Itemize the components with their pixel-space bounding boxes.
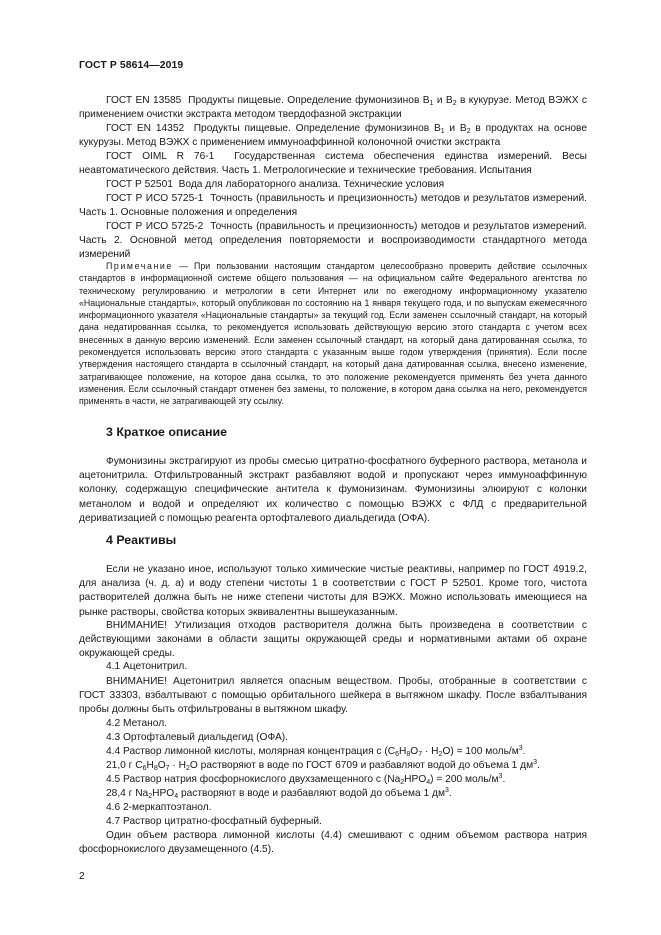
reference-gost-iso-5725-2: ГОСТ Р ИСО 5725-2 Точность (правильность и прецизионность) методов и результатов измерений. Часть 2. Основной метод определения повторяемости и воспроизводимости стандартного метода измерений: [79, 221, 588, 261]
item-4-2: 4.2 Метанол.: [106, 718, 167, 729]
page-number: 2: [79, 871, 85, 882]
item-4-7: 4.7 Раствор цитратно-фосфатный буферный.: [106, 816, 322, 827]
reference-gost-en-14352: ГОСТ EN 14352 Продукты пищевые. Определение фумонизинов $B_1$ и $B_2$ в продуктах на основе кукурузы. Метод ВЭЖХ с применением иммуноаффинной колоночной очистки экстракта: [79, 123, 587, 149]
reference-gost-r-52501: ГОСТ Р 52501 Вода для лабораторного анализа. Технические условия: [106, 179, 445, 190]
reference-gost-iso-5725-1: ГОСТ Р ИСО 5725-1 Точность (правильность и прецизионность) методов и результатов измерений. Часть 1. Основные положения и определения: [79, 193, 588, 219]
section-3-text: Фумонизины экстрагируют из пробы смесью цитратно-фосфатного буферного раствора, метанола и ацетонитрила. Отфильтрованный экстракт разбавляют водой и пропускают через иммуноаффинную колонку, содержащую специфические антитела к фумонизинам. Фумонизины элюируют с колонки метанолом и водой и определяют их количество с помощью ВЭЖХ с ФЛД с предварительной дериватизацией с помощью реагента ортофталевого диальдегида (ОФА).: [79, 456, 587, 524]
note-label: Примечание: [106, 261, 173, 271]
item-4-5: 4.5 Раствор натрия фосфорнокислого двухзамещенного с $(Na_2HPO_4) = 200$ моль/$м^3$.: [106, 773, 506, 786]
reference-note: Примечание — При пользовании настоящим стандартом целесообразно проверить действие ссылочных стандартов в информационной системе общего пользования — на официальном сайте Федерального агентства по техническому регулированию и метрологии в сети Интернет или по ежегодному информационному указателю «Национальные стандарты», который опубликован по состоянию на 1 января текущего года, и по выпускам ежемесячного информационного указателя «Национальные стандарты» за текущий год. Если заменен ссылочный стандарт, на который дана недатированная ссылка, то рекомендуется использовать действующую версию этого стандарта с учетом всех внесенных в данную версию изменений. Если заменен ссылочный стандарт, на который дана датированная ссылка, то рекомендуется использовать версию этого стандарта с указанным выше годом утверждения (принятия). Если после утверждения настоящего стандарта в ссылочный стандарт, на который дана датированная ссылка, внесено изменение, затрагивающее положение, на которое дана ссылка, то это положение рекомендуется применять без учета данного изменения. Если ссылочный стандарт отменен без замены, то положение, в котором дана ссылка на него, рекомендуется применять в части, не затрагивающей эту ссылку.: [79, 261, 587, 407]
warning-waste-disposal: ВНИМАНИЕ! Утилизация отходов растворителя должна быть произведена в соответствии с действующими законами в области защиты окружающей среды и нормативными актами об охране окружающей среды.: [79, 620, 587, 660]
item-4-7-description: Один объем раствора лимонной кислоты (4.4) смешивают с одним объемом раствора натрия фосфорнокислого двузамещенного (4.5).: [79, 830, 587, 856]
item-4-4-preparation: 21,0 г $C_6H_8O_7 \cdot H_2O$ растворяют в воде по ГОСТ 6709 и разбавляют водой до объема 1 $дм^3$.: [106, 759, 540, 772]
reference-gost-oiml-r76: ГОСТ OIML R 76-1 Государственная система обеспечения единства измерений. Весы неавтоматического действия. Часть 1. Метрологические и технические требования. Испытания: [79, 151, 587, 177]
warning-acetonitrile: ВНИМАНИЕ! Ацетонитрил является опасным веществом. Пробы, отобранные в соответствии с ГОСТ 33303, взбалтывают с помощью орбитального шейкера в вытяжном шкафу. После взбалтывания пробы должны быть отфильтрованы в вытяжном шкафу.: [79, 676, 587, 716]
document-header: ГОСТ Р 58614—2019: [79, 60, 184, 71]
section-4-heading: 4 Реактивы: [106, 533, 177, 547]
item-4-1: 4.1 Ацетонитрил.: [106, 661, 188, 672]
section-4-paragraph: Если не указано иное, используют только химические чистые реактивы, например по ГОСТ 4919.2, для анализа (ч. д. а) и воду степени чистоты 1 в соответствии с ГОСТ Р 52501. Кроме того, чистота растворителей должна быть не ниже степени чистоты для ВЭЖХ. Можно использовать имеющиеся на рынке растворы, свойства которых эквивалентны вышеуказанным.: [79, 564, 587, 618]
item-4-5-preparation: 28,4 г $Na_2HPO_4$ растворяют в воде и разбавляют водой до объема 1 $дм^3$.: [106, 787, 452, 800]
section-3-heading: 3 Краткое описание: [106, 425, 227, 439]
item-4-4: 4.4 Раствор лимонной кислоты, молярная концентрация с $(C_6H_8O_7 \cdot H_2O) = 100$ моль/$м^3$.: [106, 745, 526, 758]
reference-gost-en-13585: ГОСТ EN 13585 Продукты пищевые. Определение фумонизинов $B_1$ и $B_2$ в кукурузе. Метод ВЭЖХ с применением очистки экстракта методом твердофазной экстракции: [79, 95, 587, 121]
item-4-6: 4.6 2-меркаптоэтанол.: [106, 802, 212, 813]
item-4-3: 4.3 Ортофталевый диальдегид (ОФА).: [106, 732, 289, 743]
